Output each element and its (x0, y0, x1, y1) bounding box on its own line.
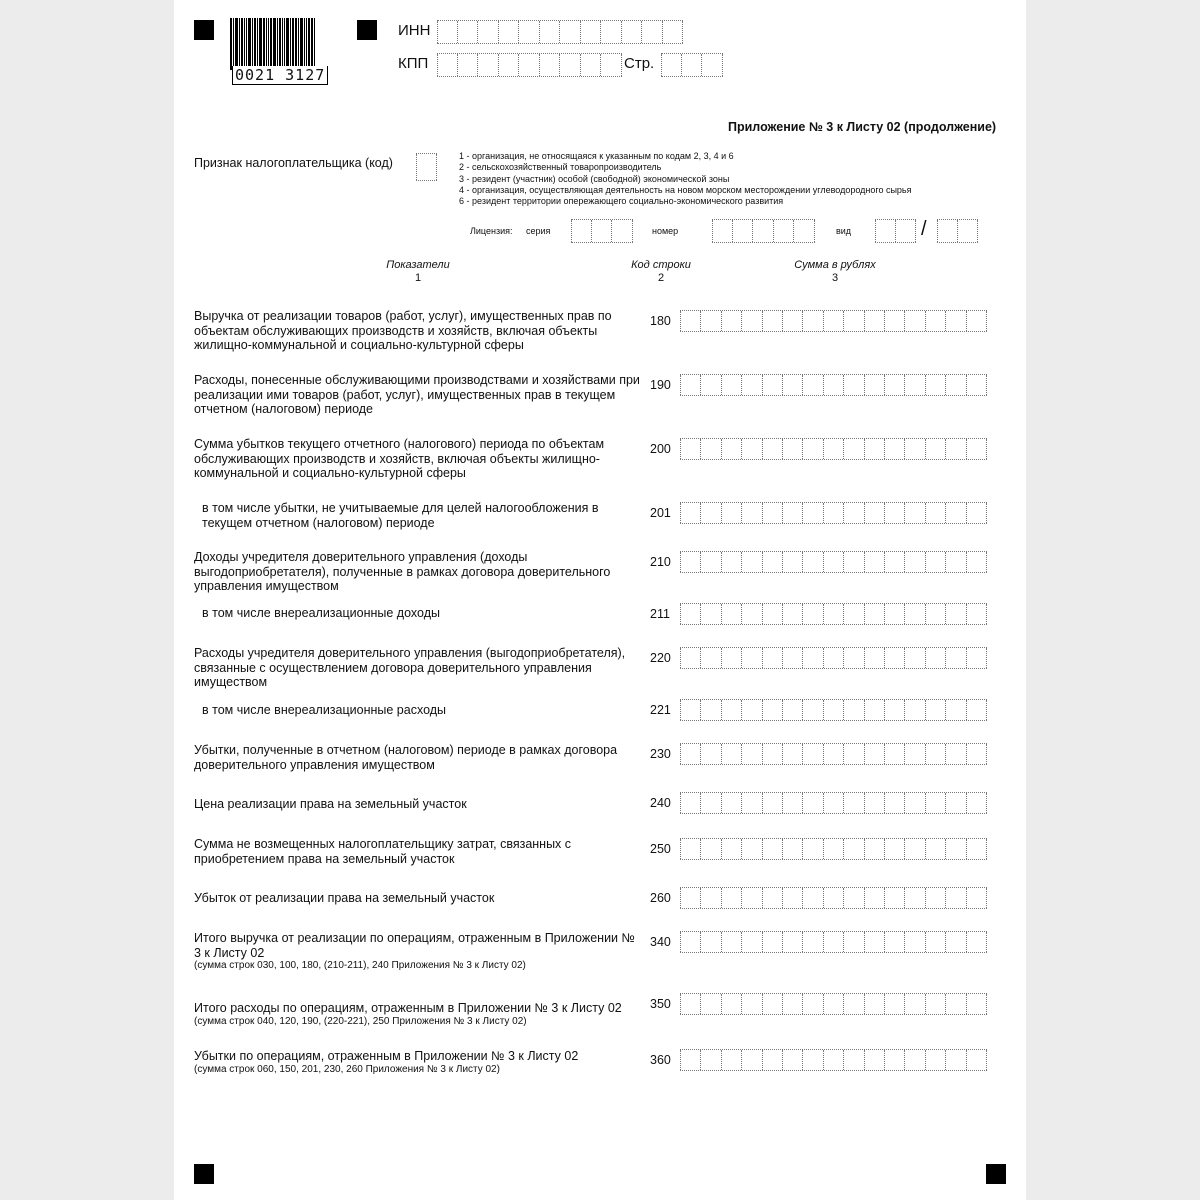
row-label-190 (194, 373, 644, 417)
row-label-text-240: Цена реализации права на земельный участок (194, 797, 467, 811)
row-code-220: 220 (650, 651, 671, 665)
row-label-text-260: Убыток от реализации права на земельный участок (194, 891, 495, 905)
row-code-350: 350 (650, 997, 671, 1011)
amount-field-201[interactable] (680, 502, 987, 524)
row-label-350 (194, 1001, 644, 1028)
kpp-field[interactable] (437, 53, 622, 77)
column-header-indicators-num: 1 (414, 272, 422, 284)
row-code-230: 230 (650, 747, 671, 761)
appendix-title: Приложение № 3 к Листу 02 (продолжение) (728, 120, 997, 134)
column-header-code-num: 2 (657, 272, 665, 284)
amount-field-340[interactable] (680, 931, 987, 953)
license-series-label: серия (526, 226, 551, 236)
row-code-340: 340 (650, 935, 671, 949)
license-number-label: номер (652, 226, 679, 236)
license-number-field[interactable] (712, 219, 815, 243)
column-header-amount-text: Сумма в рублях (794, 259, 876, 271)
row-label-note-360: (сумма строк 060, 150, 201, 230, 260 Приложения № 3 к Листу 02) (194, 1063, 500, 1075)
row-label-200 (194, 437, 644, 481)
row-label-text-190: Расходы, понесенные обслуживающими производствами и хозяйствами при реализации ими товаров (работ, услуг), имущественных прав в текущем отчетном (налоговом) периоде (194, 373, 640, 417)
row-label-text-220: Расходы учредителя доверительного управления (выгодоприобретателя), связанные с осуществлением договора доверительного управления имуществом (194, 646, 626, 690)
row-label-text-221: в том числе внереализационные расходы (202, 703, 447, 717)
row-label-text-250: Сумма не возмещенных налогоплательщику затрат, связанных с приобретением права на земельный участок (194, 837, 572, 866)
row-code-250: 250 (650, 842, 671, 856)
page-number-field[interactable] (661, 53, 723, 77)
license-label: Лицензия: (470, 226, 513, 236)
row-label-230 (194, 743, 644, 772)
row-code-360: 360 (650, 1053, 671, 1067)
corner-marker-top-left (194, 20, 214, 40)
row-label-360 (194, 1049, 644, 1076)
license-kind-field-1[interactable] (875, 219, 916, 243)
license-kind-field-2[interactable] (937, 219, 978, 243)
row-code-240: 240 (650, 796, 671, 810)
amount-field-190[interactable] (680, 374, 987, 396)
barcode-bars (230, 18, 340, 70)
amount-field-230[interactable] (680, 743, 987, 765)
barcode (230, 18, 340, 84)
amount-field-211[interactable] (680, 603, 987, 625)
taxpayer-sign-field[interactable] (416, 153, 437, 181)
row-label-text-200: Сумма убытков текущего отчетного (налогового) периода по объектам обслуживающих производств и хозяйств, включая объекты жилищно-коммунальной и социально-культурной сферы (194, 437, 605, 481)
barcode-number: 0021 3127 (232, 66, 328, 85)
license-kind-separator: / (921, 218, 927, 240)
row-label-250 (194, 837, 644, 866)
row-label-240 (194, 797, 644, 812)
license-kind-label: вид (836, 226, 852, 236)
inn-label: ИНН (398, 22, 431, 39)
row-code-190: 190 (650, 378, 671, 392)
taxpayer-sign-option-3: 3 - резидент (участник) особой (свободной) экономической зоны (459, 173, 730, 184)
amount-field-180[interactable] (680, 310, 987, 332)
row-label-text-360: Убытки по операциям, отраженным в Приложении № 3 к Листу 02 (194, 1049, 579, 1063)
row-label-text-340: Итого выручка от реализации по операциям, отраженным в Приложении № 3 к Листу 02 (194, 931, 635, 960)
taxpayer-sign-options (459, 151, 999, 207)
amount-field-221[interactable] (680, 699, 987, 721)
row-label-note-350: (сумма строк 040, 120, 190, (220-221), 250 Приложения № 3 к Листу 02) (194, 1015, 527, 1027)
row-label-260 (194, 891, 644, 906)
row-label-201 (202, 501, 622, 530)
row-label-text-230: Убытки, полученные в отчетном (налоговом) периоде в рамках договора доверительного управления имуществом (194, 743, 618, 772)
page-number-label: Стр. (624, 55, 655, 72)
row-label-220 (194, 646, 644, 690)
row-label-text-180: Выручка от реализации товаров (работ, услуг), имущественных прав по объектам обслуживающих производств и хозяйств, включая объекты жилищно-коммунальной и социально-культурной сферы (194, 309, 612, 353)
amount-field-260[interactable] (680, 887, 987, 909)
taxpayer-sign-option-4: 4 - организация, осуществляющая деятельность на новом морском месторождении углеводородного сырья (459, 184, 912, 195)
license-series-field[interactable] (571, 219, 633, 243)
corner-marker-bottom-right (986, 1164, 1006, 1184)
row-label-211 (202, 606, 622, 621)
column-header-code-text: Код строки (631, 259, 691, 271)
amount-field-210[interactable] (680, 551, 987, 573)
amount-field-220[interactable] (680, 647, 987, 669)
row-code-221: 221 (650, 703, 671, 717)
row-label-text-350: Итого расходы по операциям, отраженным в Приложении № 3 к Листу 02 (194, 1001, 622, 1015)
row-label-text-201: в том числе убытки, не учитываемые для целей налогообложения в текущем отчетном (налоговом) периоде (202, 501, 599, 530)
taxpayer-sign-option-2: 2 - сельскохозяйственный товаропроизводитель (459, 162, 662, 173)
row-code-260: 260 (650, 891, 671, 905)
column-header-code (620, 259, 702, 285)
row-code-211: 211 (650, 607, 670, 621)
inn-field[interactable] (437, 20, 683, 44)
taxpayer-sign-option-6: 6 - резидент территории опережающего социально-экономического развития (459, 196, 784, 207)
taxpayer-sign-label: Признак налогоплательщика (код) (194, 156, 393, 170)
amount-field-250[interactable] (680, 838, 987, 860)
taxpayer-sign-option-1: 1 - организация, не относящаяся к указанным по кодам 2, 3, 4 и 6 (459, 151, 734, 161)
row-code-210: 210 (650, 555, 671, 569)
row-label-note-340: (сумма строк 030, 100, 180, (210-211), 240 Приложения № 3 к Листу 02) (194, 960, 526, 972)
row-label-text-210: Доходы учредителя доверительного управления (доходы выгодоприобретателя), полученные в рамках договора доверительного управления имуществом (194, 550, 611, 594)
amount-field-360[interactable] (680, 1049, 987, 1071)
corner-marker-top-right (357, 20, 377, 40)
kpp-label: КПП (398, 55, 429, 72)
row-label-340 (194, 931, 644, 973)
corner-marker-bottom-left (194, 1164, 214, 1184)
amount-field-350[interactable] (680, 993, 987, 1015)
column-header-amount-num: 3 (831, 272, 839, 284)
column-header-indicators-text: Показатели (386, 259, 450, 271)
amount-field-240[interactable] (680, 792, 987, 814)
row-code-201: 201 (650, 506, 671, 520)
row-label-180 (194, 309, 644, 353)
row-code-200: 200 (650, 442, 671, 456)
row-label-text-211: в том числе внереализационные доходы (202, 606, 440, 620)
amount-field-200[interactable] (680, 438, 987, 460)
column-header-amount (780, 259, 890, 285)
row-code-180: 180 (650, 314, 671, 328)
column-header-indicators (360, 259, 476, 285)
row-label-221 (202, 703, 622, 718)
row-label-210 (194, 550, 644, 594)
